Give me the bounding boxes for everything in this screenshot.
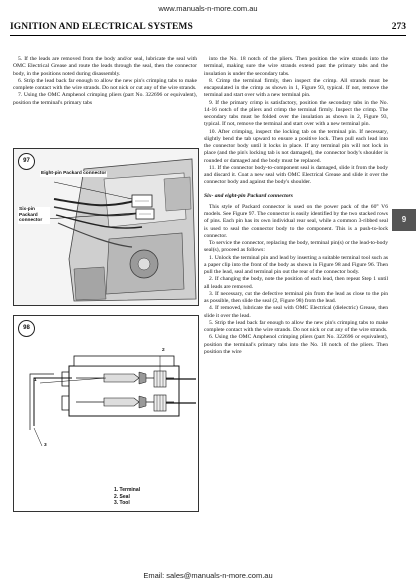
paragraph: into the No. 18 notch of the pliers. Then position the wire strands into the terminal, making sure the wire strands extend past the primary tabs and the insulation is under the secondary tabs. <box>204 56 388 77</box>
paragraph: This style of Packard connector is used on the power pack of the 60° V6 models. See Figure 97. The connector is easily identified by the two stacked rows of pins. Each pin has its own individual rear seal, while a common 3-ribbed seal is used to seal the connector body to the component. This is a push-to-lock connector. <box>204 203 388 239</box>
paragraph: 1. Unlock the terminal pin and lead by inserting a suitable terminal tool such as a paper clip into the front of the body as shown in Figure 98 and Figure 96. Then pull the lead, seal and terminal pin out the rear of the connector body. <box>204 254 388 275</box>
callout-2: 2 <box>162 348 165 353</box>
footer-email[interactable]: Email: sales@manuals-n-more.com.au <box>143 571 273 580</box>
paragraph: 9. If the primary crimp is satisfactory, position the secondary tabs in the No. 14-16 notch of the pliers and crimp the terminal firmly. Inspect the crimp. The secondary tabs must be folded over the insulation as shown in 2, Figure 93, typical. If not, remove the terminal and start over with a new terminal pin. <box>204 99 388 128</box>
header-rule <box>10 35 406 36</box>
chapter-title: IGNITION AND ELECTRICAL SYSTEMS <box>10 22 193 32</box>
paragraph: 5. Strip the lead back far enough to allow the new pin's crimping tabs to make complete contact with the wire strands. Do not nick or cut any of the wire strands. <box>204 319 388 333</box>
paragraph: 5. If the leads are removed from the body and/or seal, lubricate the seal with OMC Electrical Grease and route the leads through the seal, then the connector body, in the positions noted during disassembly. <box>13 56 197 77</box>
figure-98-illustration <box>14 316 198 511</box>
chapter-side-tab: 9 <box>392 209 416 231</box>
paragraph: 10. After crimping, inspect the locking tab on the terminal pin. If necessary, slightly bend the tab upward to ensure a positive lock. Then pull each lead into the connector body until it locks in place. If any terminal pin will not lock in place (and the pin's locking tab is not damaged), the connector body's shoulder is rounded or damaged and the body must be replaced. <box>204 128 388 164</box>
page-header <box>10 22 406 34</box>
legend-item: 3. Tool <box>114 500 130 506</box>
figure-97-number: 97 <box>18 153 35 170</box>
paragraph: 7. Using the OMC Amphenol crimping pliers (part No. 322696 or equivalent), position the terminal's primary tabs <box>13 92 197 106</box>
paragraph: 6. Using the OMC Amphenol crimping pliers (part No. 322696 or equivalent), position the terminal's primary tabs into the No. 18 notch of the pliers. Then position the wire <box>204 334 388 355</box>
figure-98-number: 98 <box>18 320 35 337</box>
paragraph: 6. Strip the lead back far enough to allow the new pin's crimping tabs to make complete contact with the wire strands. Do not nick or cut any of the wire strands. <box>13 77 197 91</box>
callout-3: 3 <box>44 443 47 448</box>
figure-97 <box>13 148 199 306</box>
paragraph: 8. Crimp the terminal firmly, then inspect the crimp. All strands must be encapsulated in the crimp as shown in 1, Figure 93, typical. If not, remove the terminal and start over with a new terminal pin. <box>204 77 388 99</box>
legend-item: 2. Seal <box>114 493 130 500</box>
paragraph: 4. If removed, lubricate the seal with OMC Electrical (dielectric) Grease, then slide it over the lead. <box>204 305 388 319</box>
paragraph: 2. If changing the body, note the position of each lead, then repeat Step 1 until all leads are removed. <box>204 276 388 290</box>
callout-eight-pin: Eight-pin Packard connector <box>41 171 107 176</box>
figure-98 <box>13 315 199 512</box>
site-url[interactable]: www.manuals-n-more.com.au <box>158 4 258 13</box>
right-column <box>204 56 388 356</box>
figure-98-legend <box>114 487 140 507</box>
callout-1: 1 <box>34 378 37 383</box>
paragraph: 11. If the connector body-to-component seal is damaged, slide it from the body and discard it. Coat a new seal with OMC Electrical Grease and slide it over the connector body and against the body's shoulder. <box>204 164 388 186</box>
paragraph: To service the connector, replacing the body, terminal pin(s) or the lead-to-body seal(s), proceed as follows: <box>204 240 388 254</box>
left-column <box>13 56 197 107</box>
page-number: 273 <box>391 22 406 32</box>
paragraph: 3. If necessary, cut the defective terminal pin from the lead as close to the pin as possible, then slide the seal (2, Figure 98) from the lead. <box>204 290 388 304</box>
section-subheading: Six- and eight-pin Packard connectors <box>204 192 293 199</box>
callout-six-pin: Six-pin Packard connector <box>18 207 50 224</box>
legend-item: 1. Terminal <box>114 487 141 493</box>
